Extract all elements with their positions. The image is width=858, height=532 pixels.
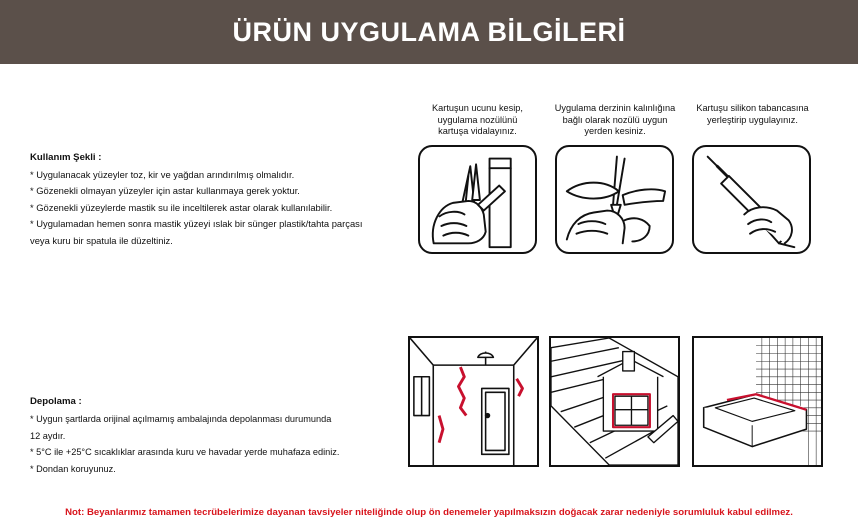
usage-line: * Uygulamadan hemen sonra mastik yüzeyi ıslak bir sünger plastik/tahta parçası	[30, 218, 363, 229]
usage-title: Kullanım Şekli :	[30, 152, 102, 163]
storage-line: 12 aydır.	[30, 430, 66, 441]
step-3-caption: Kartuşu silikon tabancasına yerleştirip uygulayınız.	[696, 103, 809, 125]
disclaimer-note: Not: Beyanlarımız tamamen tecrübelerimize dayanan tavsiyeler niteliğinde olup ön denemeler yapılmaksızın doğacak zarar nedeniyle sorumluluk kabul edilmez.	[65, 507, 793, 518]
bathtub-sealing-icon	[692, 336, 823, 467]
cut-cartridge-tip-icon	[418, 145, 537, 254]
usage-line: veya kuru bir spatula ile düzeltiniz.	[30, 234, 173, 246]
usage-line: * Gözenekli olmayan yüzeyler için astar kullanmaya gerek yoktur.	[30, 185, 300, 196]
storage-line: * Dondan koruyunuz.	[30, 464, 116, 475]
storage-line: * Uygun şartlarda orijinal açılmamış ambalajında depolanması durumunda	[30, 413, 332, 424]
room-crack-repair-icon	[408, 336, 539, 467]
step-1-caption: Kartuşun ucunu kesip, uygulama nozülünü kartuşa vidalayınız.	[432, 103, 523, 136]
page-title: ÜRÜN UYGULAMA BİLGİLERİ	[232, 16, 626, 47]
storage-title: Depolama :	[30, 396, 82, 407]
usage-section	[30, 150, 400, 249]
usage-line: * Gözenekli yüzeylerde mastik su ile inceltilerek astar olarak kullanılabilir.	[30, 201, 333, 213]
storage-section	[30, 394, 400, 478]
roof-window-sealing-icon	[549, 336, 680, 467]
usage-line: * Uygulanacak yüzeyler toz, kir ve yağdan arındırılmış olmalıdır.	[30, 168, 295, 180]
caulking-gun-icon	[692, 145, 811, 254]
step-2-caption: Uygulama derzinin kalınlığına bağlı olarak nozülü uygun yerden kesiniz.	[554, 103, 676, 136]
cut-nozzle-icon	[555, 145, 674, 254]
header-bar	[0, 0, 858, 64]
storage-line: * 5°C ile +25°C sıcaklıklar arasında kuru ve havadar yerde muhafaza ediniz.	[30, 447, 340, 458]
